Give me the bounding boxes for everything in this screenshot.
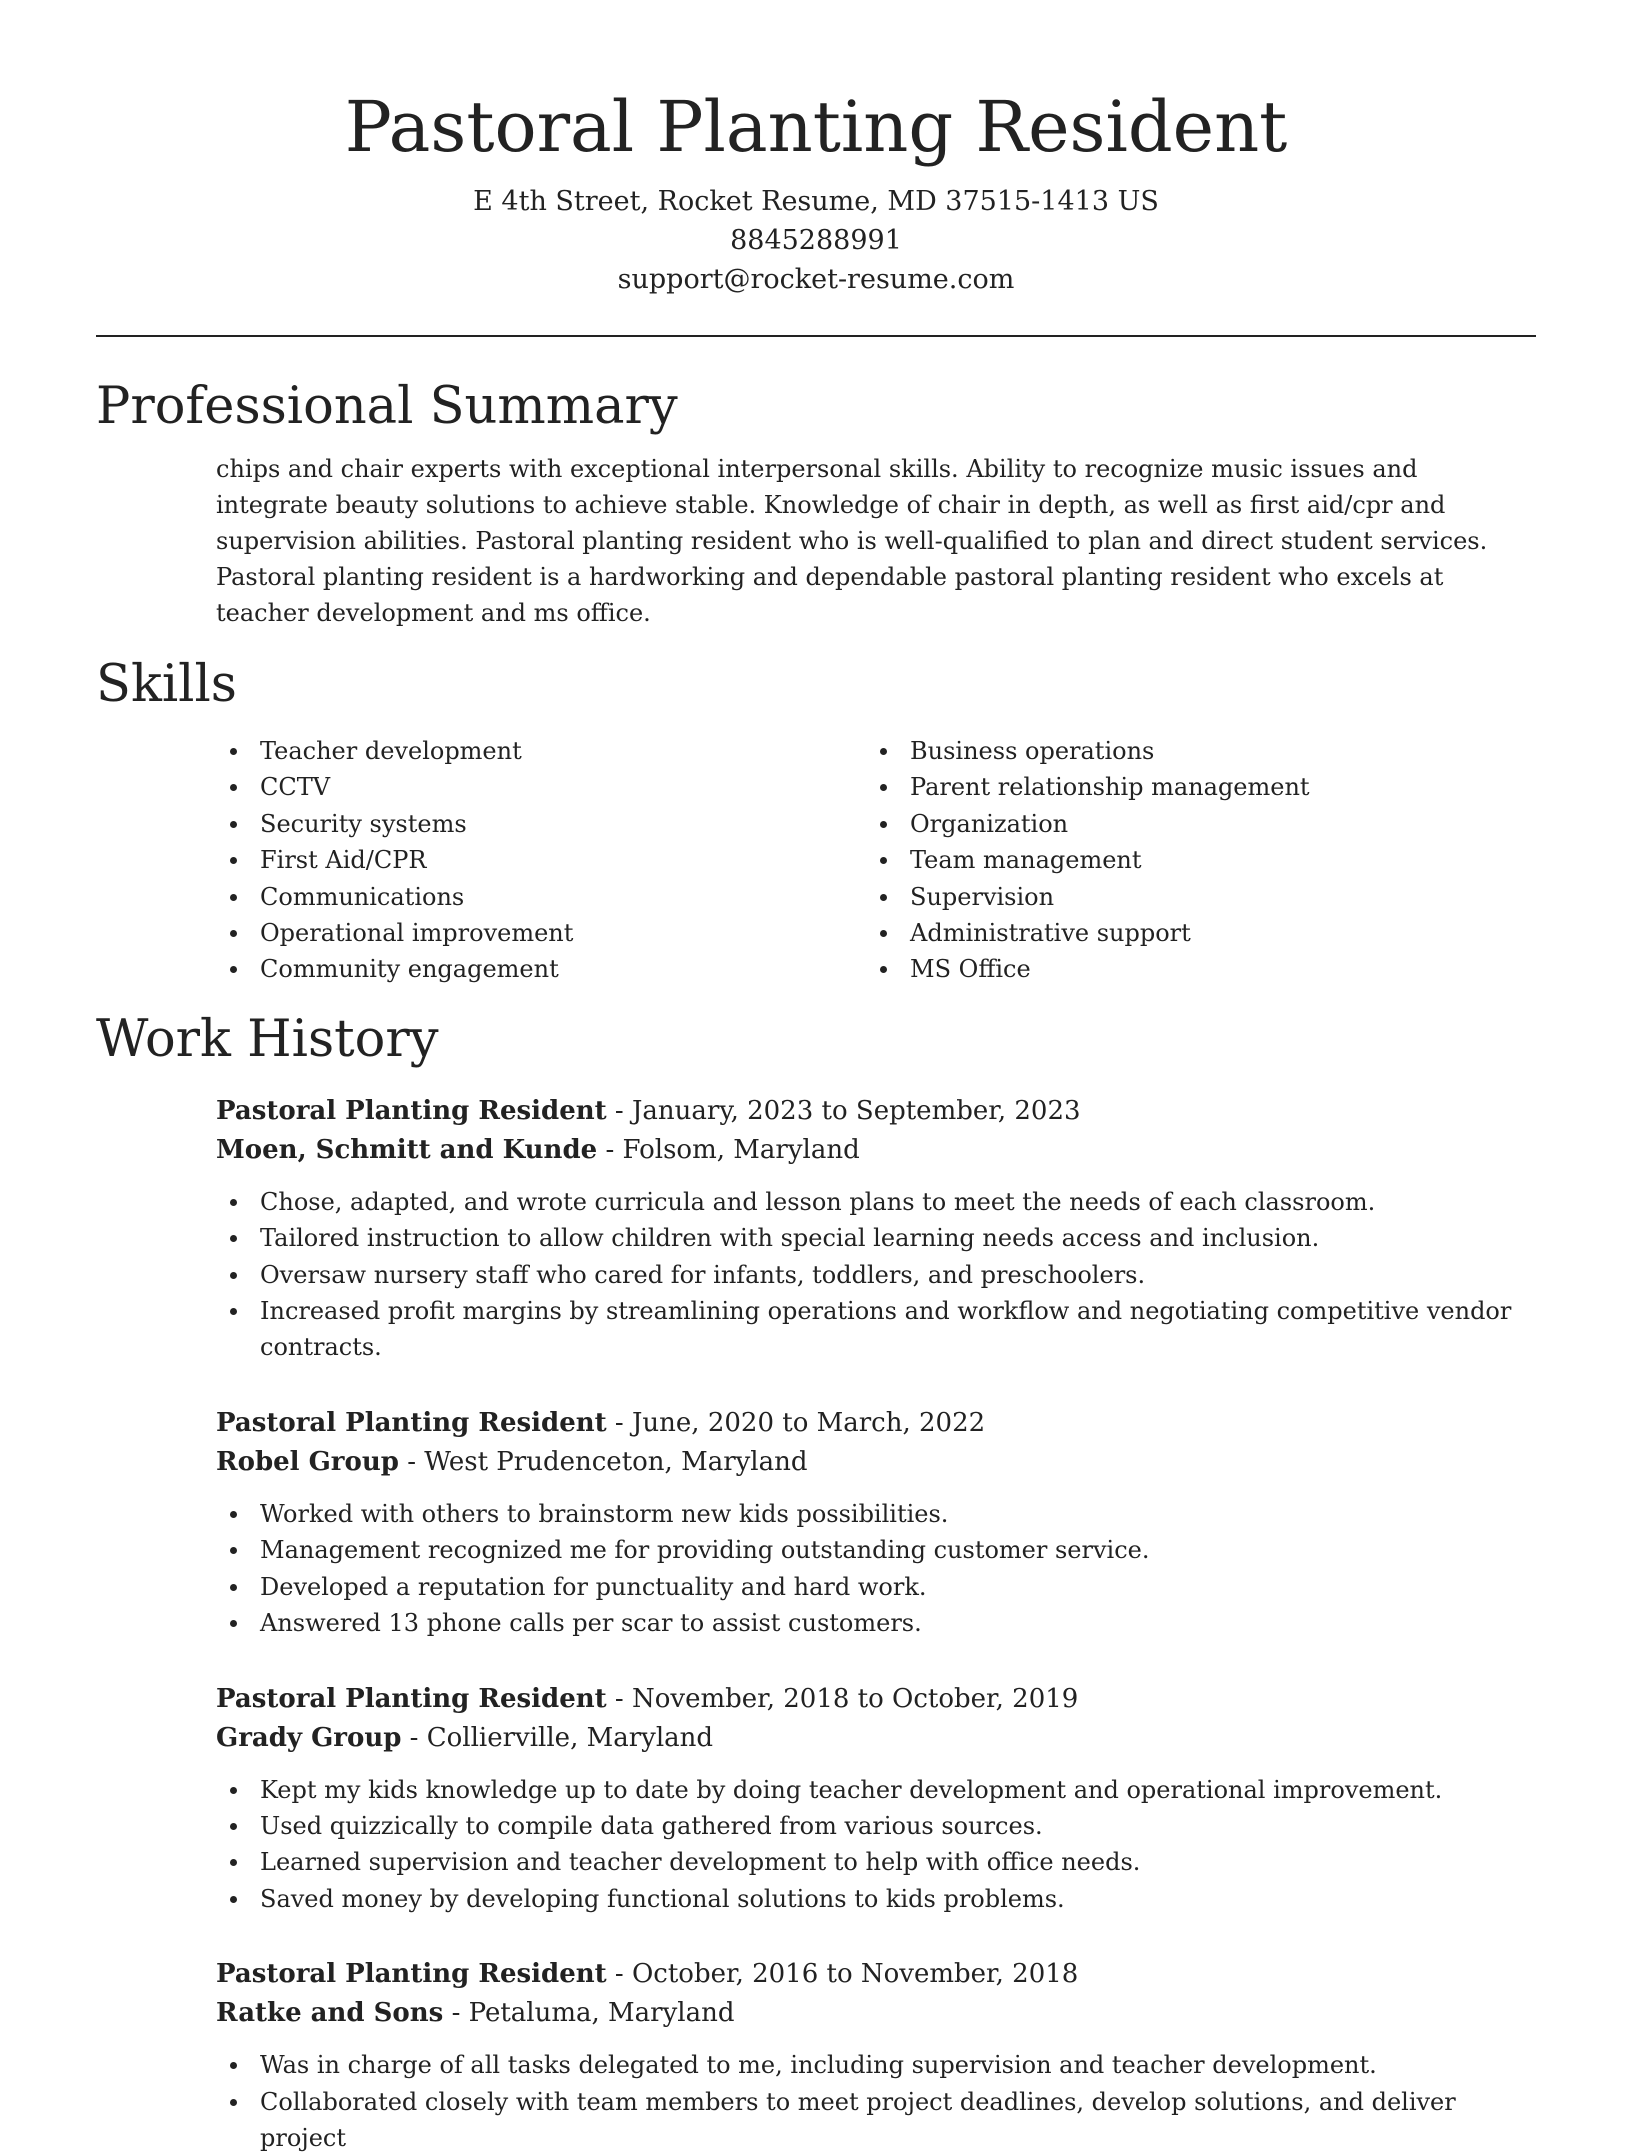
candidate-name: Pastoral Planting Resident — [344, 86, 1288, 168]
job-bullet: Kept my kids knowledge up to date by doing teacher development and operational improvement. — [216, 1772, 1536, 1808]
skills-column-left — [216, 733, 866, 988]
job-bullet: Worked with others to brainstorm new kids possibilities. — [216, 1496, 1536, 1532]
job-company-line — [216, 1719, 1536, 1758]
job-company-line — [216, 1131, 1536, 1170]
job-bullet: Saved money by developing functional solutions to kids problems. — [216, 1881, 1536, 1917]
job-bullets — [216, 1772, 1536, 1918]
skills-column-right — [866, 733, 1516, 988]
job-entry — [216, 1092, 1536, 1366]
job-location: - Folsom, Maryland — [597, 1134, 860, 1165]
job-bullet: Tailored instruction to allow children with special learning needs access and inclusion. — [216, 1220, 1536, 1256]
job-dates: - January, 2023 to September, 2023 — [606, 1095, 1081, 1126]
job-bullets — [216, 2047, 1536, 2156]
job-bullet: Answered 13 phone calls per scar to assist customers. — [216, 1605, 1536, 1641]
skill-item: MS Office — [866, 951, 1516, 987]
job-location: - West Prudenceton, Maryland — [398, 1446, 808, 1477]
skill-item: Business operations — [866, 733, 1516, 769]
skill-item: Teacher development — [216, 733, 866, 769]
skill-item: Organization — [866, 806, 1516, 842]
job-company-line — [216, 1443, 1536, 1482]
job-bullet: Was in charge of all tasks delegated to me, including supervision and teacher development. — [216, 2047, 1536, 2083]
skill-item: Community engagement — [216, 951, 866, 987]
job-title: Pastoral Planting Resident — [216, 1959, 607, 1990]
job-bullet: Learned supervision and teacher development to help with office needs. — [216, 1844, 1536, 1880]
job-title-line — [216, 1092, 1536, 1131]
header-divider — [96, 335, 1536, 337]
job-entry — [216, 1680, 1536, 1918]
contact-phone: 8845288991 — [730, 225, 902, 256]
job-bullet: Used quizzically to compile data gathered from various sources. — [216, 1808, 1536, 1844]
job-bullet: Oversaw nursery staff who cared for infants, toddlers, and preschoolers. — [216, 1257, 1536, 1293]
job-title: Pastoral Planting Resident — [216, 1407, 607, 1438]
summary-text: chips and chair experts with exceptional interpersonal skills. Ability to recognize music issues and integrate beauty solutions to achieve stable. Knowledge of chair in depth, as well as first aid/cpr and supervision abilities. Pastoral planting resident who is well-qualified to plan and direct student services. Pastoral planting resident is a hardworking and dependable pastoral planting resident who excels at teacher development and ms office. — [216, 455, 1488, 627]
job-title: Pastoral Planting Resident — [216, 1095, 607, 1126]
job-bullet: Developed a reputation for punctuality and hard work. — [216, 1569, 1536, 1605]
summary-heading: Professional Summary — [96, 377, 678, 436]
job-bullets — [216, 1496, 1536, 1642]
skills-heading: Skills — [96, 655, 237, 714]
company-name: Ratke and Sons — [216, 1998, 444, 2029]
job-company-line — [216, 1994, 1536, 2033]
job-bullet: Management recognized me for providing outstanding customer service. — [216, 1532, 1536, 1568]
job-location: - Collierville, Maryland — [401, 1722, 714, 1753]
skill-item: Supervision — [866, 879, 1516, 915]
job-bullet: Chose, adapted, and wrote curricula and lesson plans to meet the needs of each classroom. — [216, 1184, 1536, 1220]
job-bullets — [216, 1184, 1536, 1366]
skill-item: Parent relationship management — [866, 769, 1516, 805]
company-name: Moen, Schmitt and Kunde — [216, 1134, 598, 1165]
skill-item: Team management — [866, 842, 1516, 878]
job-title-line — [216, 1955, 1536, 1994]
company-name: Robel Group — [216, 1446, 399, 1477]
job-dates: - October, 2016 to November, 2018 — [606, 1959, 1079, 1990]
job-dates: - November, 2018 to October, 2019 — [606, 1683, 1079, 1714]
job-entry — [216, 1955, 1536, 2156]
contact-address: E 4th Street, Rocket Resume, MD 37515-1413 US — [473, 186, 1159, 217]
resume-page — [96, 0, 1536, 2156]
company-name: Grady Group — [216, 1722, 402, 1753]
job-title: Pastoral Planting Resident — [216, 1683, 607, 1714]
skill-item: Communications — [216, 879, 866, 915]
skill-item: CCTV — [216, 769, 866, 805]
job-location: - Petaluma, Maryland — [443, 1998, 735, 2029]
skill-item: Administrative support — [866, 915, 1516, 951]
job-title-line — [216, 1404, 1536, 1443]
skill-item: Security systems — [216, 806, 866, 842]
skill-item: First Aid/CPR — [216, 842, 866, 878]
contact-email: support@rocket-resume.com — [617, 264, 1015, 295]
skill-item: Operational improvement — [216, 915, 866, 951]
job-bullet: Collaborated closely with team members to meet project deadlines, develop solutions, and deliver project — [216, 2084, 1536, 2156]
job-entry — [216, 1404, 1536, 1642]
job-title-line — [216, 1680, 1536, 1719]
job-bullet: Increased profit margins by streamlining operations and workflow and negotiating competitive vendor contracts. — [216, 1293, 1536, 1366]
contact-block — [96, 182, 1536, 299]
work-history-heading: Work History — [96, 1009, 439, 1069]
job-dates: - June, 2020 to March, 2022 — [606, 1407, 986, 1438]
skills-list — [216, 733, 1536, 988]
